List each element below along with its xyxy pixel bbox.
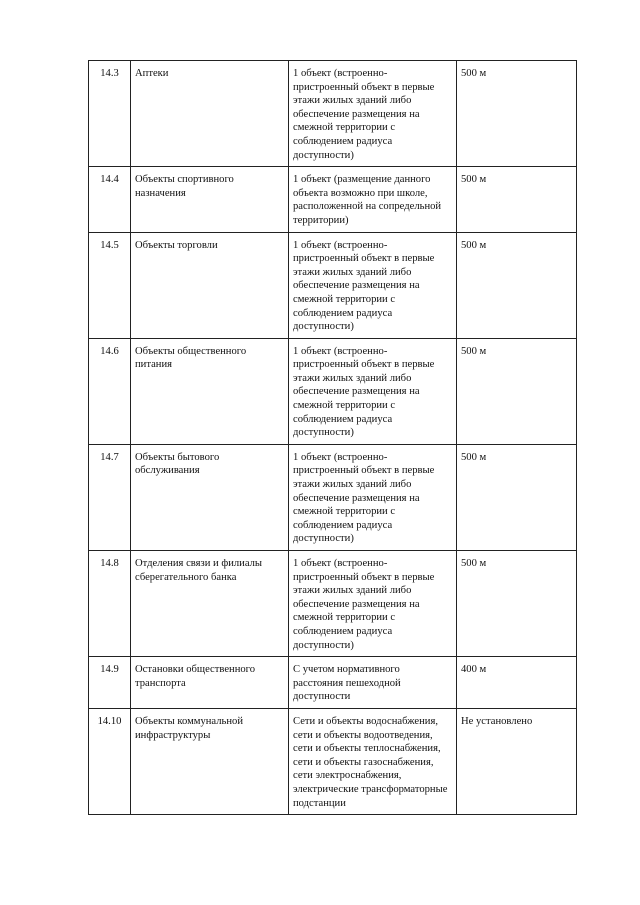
object-requirement: 1 объект (встроенно-пристроенный объект в первые этажи жилых зданий либо обеспечение размещения на смежной территории с соблюдением радиуса доступности)	[289, 338, 457, 444]
row-number: 14.10	[89, 708, 131, 814]
table-row	[89, 657, 577, 709]
object-name: Объекты спортивного назначения	[131, 167, 289, 232]
accessibility-radius: Не установлено	[457, 708, 577, 814]
accessibility-radius: 500 м	[457, 232, 577, 338]
norms-table	[88, 60, 577, 815]
row-number: 14.4	[89, 167, 131, 232]
object-requirement: 1 объект (встроенно-пристроенный объект в первые этажи жилых зданий либо обеспечение размещения на смежной территории с соблюдением радиуса доступности)	[289, 61, 457, 167]
table-row	[89, 61, 577, 167]
row-number: 14.7	[89, 444, 131, 550]
row-number: 14.6	[89, 338, 131, 444]
accessibility-radius: 500 м	[457, 167, 577, 232]
object-name: Объекты бытового обслуживания	[131, 444, 289, 550]
object-requirement: Сети и объекты водоснабжения, сети и объекты водоотведения, сети и объекты теплоснабжения, сети и объекты газоснабжения, сети электроснабжения, электрические трансформаторные подстанции	[289, 708, 457, 814]
accessibility-radius: 500 м	[457, 61, 577, 167]
row-number: 14.5	[89, 232, 131, 338]
table-row	[89, 551, 577, 657]
accessibility-radius: 400 м	[457, 657, 577, 709]
table-row	[89, 338, 577, 444]
object-name: Объекты торговли	[131, 232, 289, 338]
accessibility-radius: 500 м	[457, 338, 577, 444]
object-name: Аптеки	[131, 61, 289, 167]
object-requirement: 1 объект (встроенно-пристроенный объект в первые этажи жилых зданий либо обеспечение размещения на смежной территории с соблюдением радиуса доступности)	[289, 551, 457, 657]
object-requirement: 1 объект (размещение данного объекта возможно при школе, расположенной на сопредельной территории)	[289, 167, 457, 232]
object-requirement: 1 объект (встроенно-пристроенный объект в первые этажи жилых зданий либо обеспечение размещения на смежной территории с соблюдением радиуса доступности)	[289, 232, 457, 338]
row-number: 14.9	[89, 657, 131, 709]
object-name: Остановки общественного транспорта	[131, 657, 289, 709]
row-number: 14.3	[89, 61, 131, 167]
table-row	[89, 444, 577, 550]
table-row	[89, 708, 577, 814]
accessibility-radius: 500 м	[457, 444, 577, 550]
object-name: Отделения связи и филиалы сберегательного банка	[131, 551, 289, 657]
table-row	[89, 167, 577, 232]
accessibility-radius: 500 м	[457, 551, 577, 657]
table-row	[89, 232, 577, 338]
object-name: Объекты коммунальной инфраструктуры	[131, 708, 289, 814]
object-requirement: 1 объект (встроенно-пристроенный объект в первые этажи жилых зданий либо обеспечение размещения на смежной территории с соблюдением радиуса доступности)	[289, 444, 457, 550]
row-number: 14.8	[89, 551, 131, 657]
object-name: Объекты общественного питания	[131, 338, 289, 444]
object-requirement: С учетом нормативного расстояния пешеходной доступности	[289, 657, 457, 709]
